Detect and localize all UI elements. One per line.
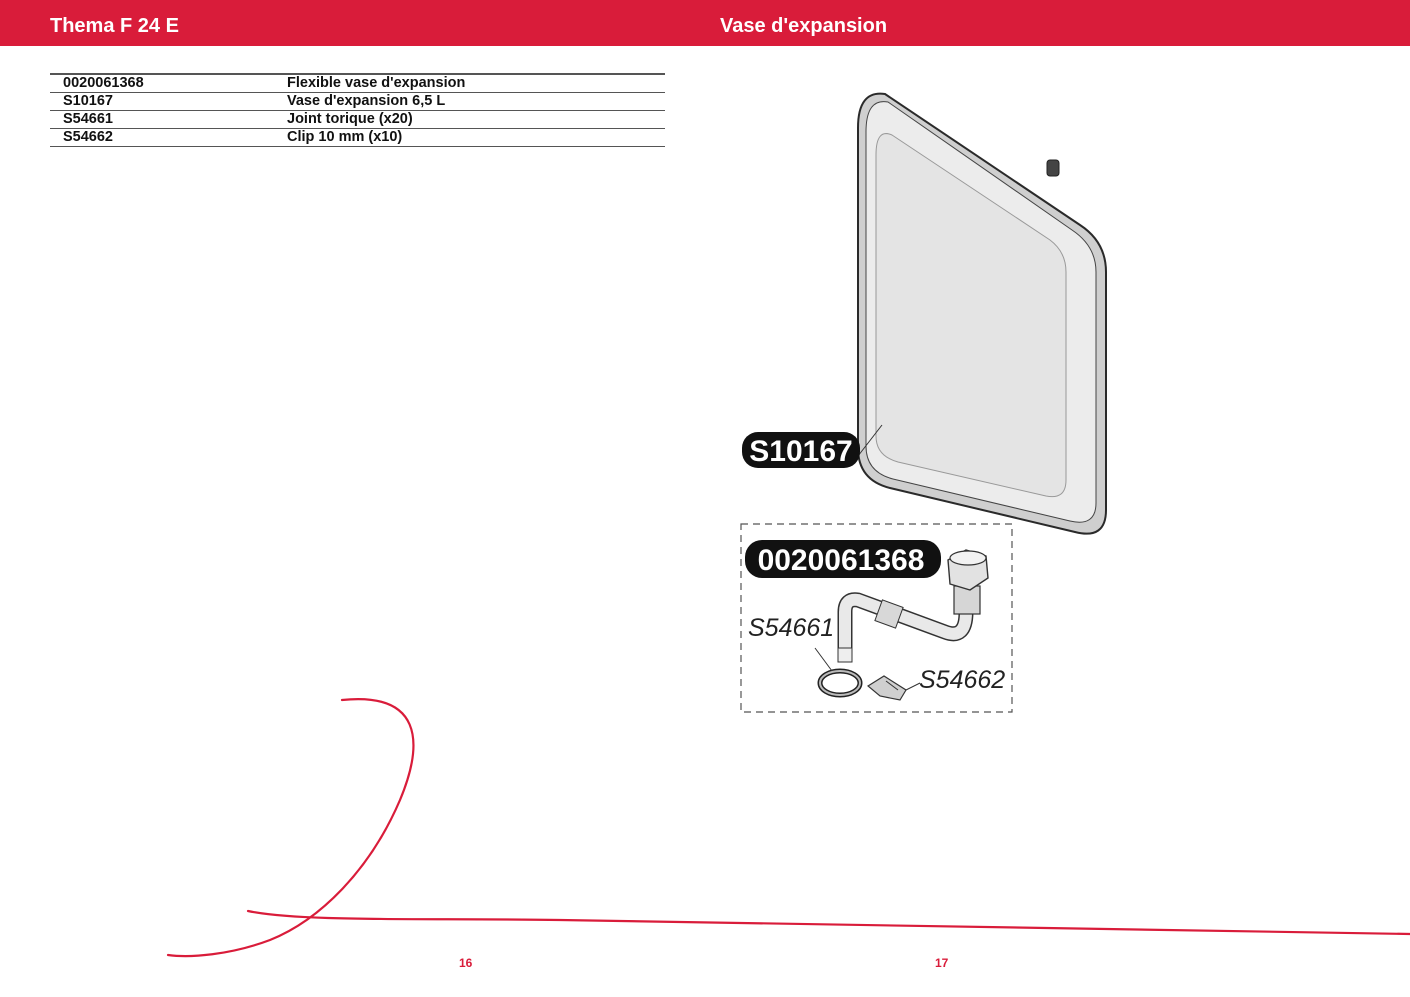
part-ref: S54662 bbox=[50, 129, 287, 147]
part-ref: 0020061368 bbox=[50, 74, 287, 93]
part-description: Clip 10 mm (x10) bbox=[287, 129, 665, 147]
part-ref: S54661 bbox=[50, 111, 287, 129]
part-ref: S10167 bbox=[50, 93, 287, 111]
section-title: Vase d'expansion bbox=[720, 15, 888, 37]
part-description: Vase d'expansion 6,5 L bbox=[287, 93, 665, 111]
label-s54662: S54662 bbox=[919, 666, 1006, 694]
decorative-swoosh bbox=[168, 699, 1410, 956]
page-number-right: 17 bbox=[935, 956, 949, 970]
label-s10167 bbox=[742, 432, 860, 468]
part-description: Joint torique (x20) bbox=[287, 111, 665, 129]
clip-illustration bbox=[868, 676, 920, 700]
expansion-vessel-illustration bbox=[858, 94, 1106, 534]
label-0020061368 bbox=[745, 540, 941, 578]
page-number-left: 16 bbox=[459, 956, 473, 970]
label-s10167-text: S10167 bbox=[749, 435, 853, 468]
label-s54661: S54661 bbox=[748, 614, 835, 642]
model-title: Thema F 24 E bbox=[50, 15, 179, 37]
part-description: Flexible vase d'expansion bbox=[287, 74, 665, 93]
label-0020061368-text: 0020061368 bbox=[757, 544, 925, 577]
